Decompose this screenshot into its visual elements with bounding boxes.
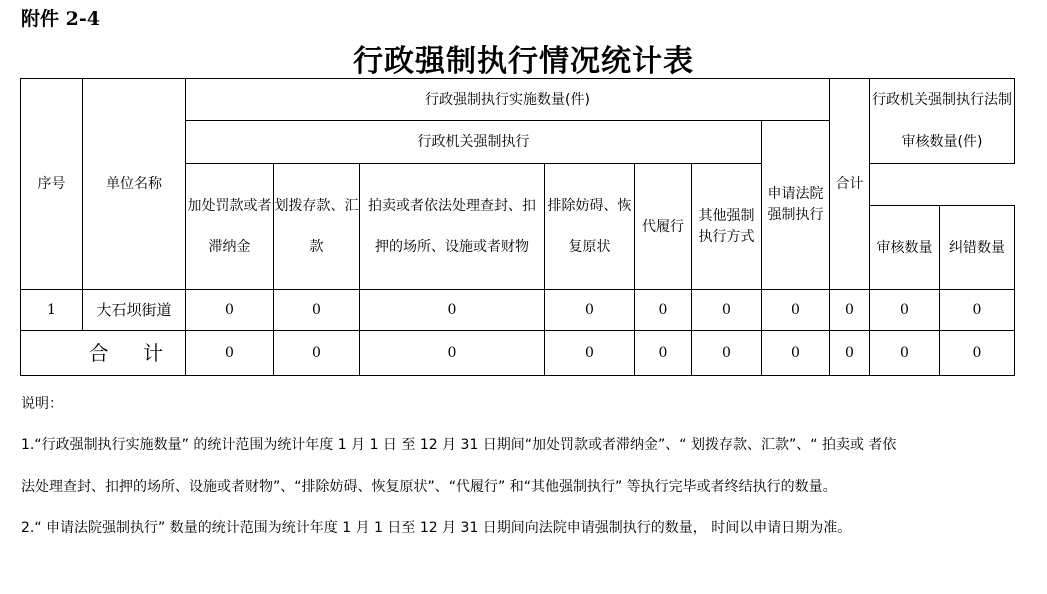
header-court-exec: 申请法院强制执行 [762, 121, 830, 290]
row-auction: 0 [360, 290, 545, 331]
total-fine: 0 [186, 331, 274, 376]
total-auction: 0 [360, 331, 545, 376]
total-other: 0 [692, 331, 762, 376]
row-seq: 1 [21, 290, 83, 331]
total-label: 合 计 [21, 331, 186, 376]
total-court: 0 [762, 331, 830, 376]
total-transfer: 0 [274, 331, 360, 376]
header-seq: 序号 [21, 79, 83, 290]
total-remove: 0 [545, 331, 635, 376]
statistics-table [20, 78, 1015, 376]
header-review: 审核数量 [870, 206, 940, 290]
notes-heading: 说明： [21, 396, 63, 412]
header-impl-count: 行政强制执行实施数量(件) [186, 79, 830, 121]
header-unit-name: 单位名称 [83, 79, 186, 290]
note-line-2: 法处理查封、扣押的场所、设施或者财物”、“排除妨碍、恢复原状”、“代履行” 和“其他强制执行” 等执行完毕或者终结执行的数量。 [21, 479, 837, 495]
row-review: 0 [870, 290, 940, 331]
row-other: 0 [692, 290, 762, 331]
total-proxy: 0 [635, 331, 692, 376]
total-review: 0 [870, 331, 940, 376]
header-remove: 排除妨碍、恢复原状 [545, 164, 635, 290]
header-correct: 纠错数量 [940, 206, 1015, 290]
header-transfer: 划拨存款、汇款 [274, 164, 360, 290]
header-total: 合计 [830, 79, 870, 290]
page-title: 行政强制执行情况统计表 [353, 44, 694, 79]
row-correct: 0 [940, 290, 1015, 331]
total-correct: 0 [940, 331, 1015, 376]
header-auction: 拍卖或者依法处理查封、扣押的场所、设施或者财物 [360, 164, 545, 290]
table-row [21, 290, 1015, 331]
row-fine: 0 [186, 290, 274, 331]
note-line-1: 1.“行政强制执行实施数量” 的统计范围为统计年度 1 月 1 日 至 12 月 31 日期间“加处罚款或者滞纳金”、“ 划拨存款、汇款”、“ 拍卖或 者依 [21, 437, 897, 453]
header-fine: 加处罚款或者滞纳金 [186, 164, 274, 290]
header-proxy: 代履行 [635, 164, 692, 290]
row-court: 0 [762, 290, 830, 331]
attachment-label: 附件 2-4 [21, 8, 100, 30]
header-other: 其他强制执行方式 [692, 164, 762, 290]
total-total: 0 [830, 331, 870, 376]
row-remove: 0 [545, 290, 635, 331]
row-transfer: 0 [274, 290, 360, 331]
total-row [21, 331, 1015, 376]
row-unit: 大石坝街道 [83, 290, 186, 331]
header-agency-exec: 行政机关强制执行 [186, 121, 762, 164]
note-line-3: 2.“ 申请法院强制执行” 数量的统计范围为统计年度 1 月 1 日至 12 月 31 日期间向法院申请强制执行的数量， 时间以申请日期为准。 [21, 520, 852, 536]
header-review-title: 行政机关强制执行法制审核数量(件) [870, 79, 1015, 164]
row-proxy: 0 [635, 290, 692, 331]
row-total: 0 [830, 290, 870, 331]
